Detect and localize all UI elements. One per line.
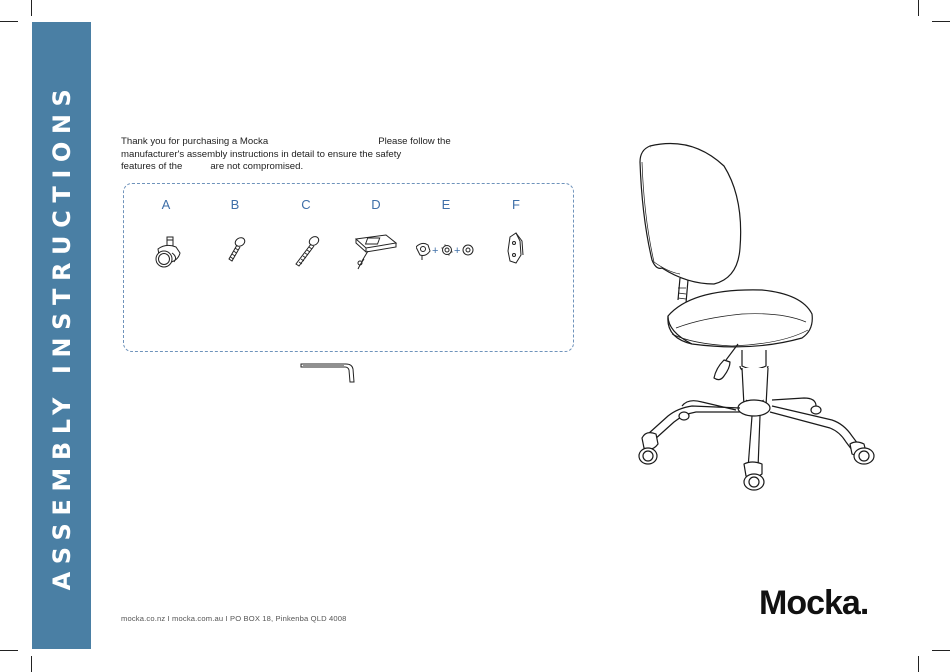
intro-paragraph [121, 136, 491, 174]
seat-mechanism-icon [346, 229, 406, 275]
caster-wheel-icon [136, 229, 196, 275]
bracket-cover-icon [486, 229, 546, 275]
allen-key-icon [300, 360, 360, 386]
short-bolt-icon [205, 229, 265, 275]
plus-sign: + [432, 245, 439, 257]
part-letter: F [512, 197, 520, 212]
part-letter: A [161, 197, 171, 212]
footer-contact: mocka.co.nz I mocka.com.au I PO BOX 18, Pinkenba QLD 4008 [121, 614, 347, 623]
sidebar-title: ASSEMBLY INSTRUCTIONS [47, 81, 76, 590]
intro-line3a: features of the [121, 161, 183, 172]
intro-line1b: Please follow the [378, 136, 451, 147]
parts-list-box [123, 183, 574, 352]
long-bolt-icon [276, 229, 336, 275]
office-chair-illustration [632, 138, 882, 498]
crop-mark [932, 21, 950, 22]
part-d [346, 196, 406, 214]
crop-mark [918, 0, 919, 16]
part-f [486, 196, 546, 214]
crop-mark [918, 656, 919, 672]
intro-line1a: Thank you for purchasing a Mocka [121, 136, 269, 147]
part-a [136, 196, 196, 214]
plus-sign: + [454, 245, 461, 257]
mocka-logo: Mocka. [759, 584, 869, 622]
crop-mark [0, 21, 18, 22]
part-c [276, 196, 336, 214]
crop-mark [31, 0, 32, 16]
part-letter: D [371, 197, 381, 212]
crop-mark [31, 656, 32, 672]
part-letter: C [301, 197, 311, 212]
part-b [205, 196, 265, 214]
part-letter: E [441, 197, 451, 212]
part-letter: B [230, 197, 240, 212]
crop-mark [0, 650, 18, 651]
crop-mark [932, 650, 950, 651]
knob-washer-set-icon [416, 229, 476, 275]
part-e [416, 196, 476, 257]
intro-line3b: are not compromised. [210, 161, 304, 172]
intro-line2: manufacturer's assembly instructions in detail to ensure the safety [121, 148, 402, 160]
sidebar-band [32, 22, 91, 649]
